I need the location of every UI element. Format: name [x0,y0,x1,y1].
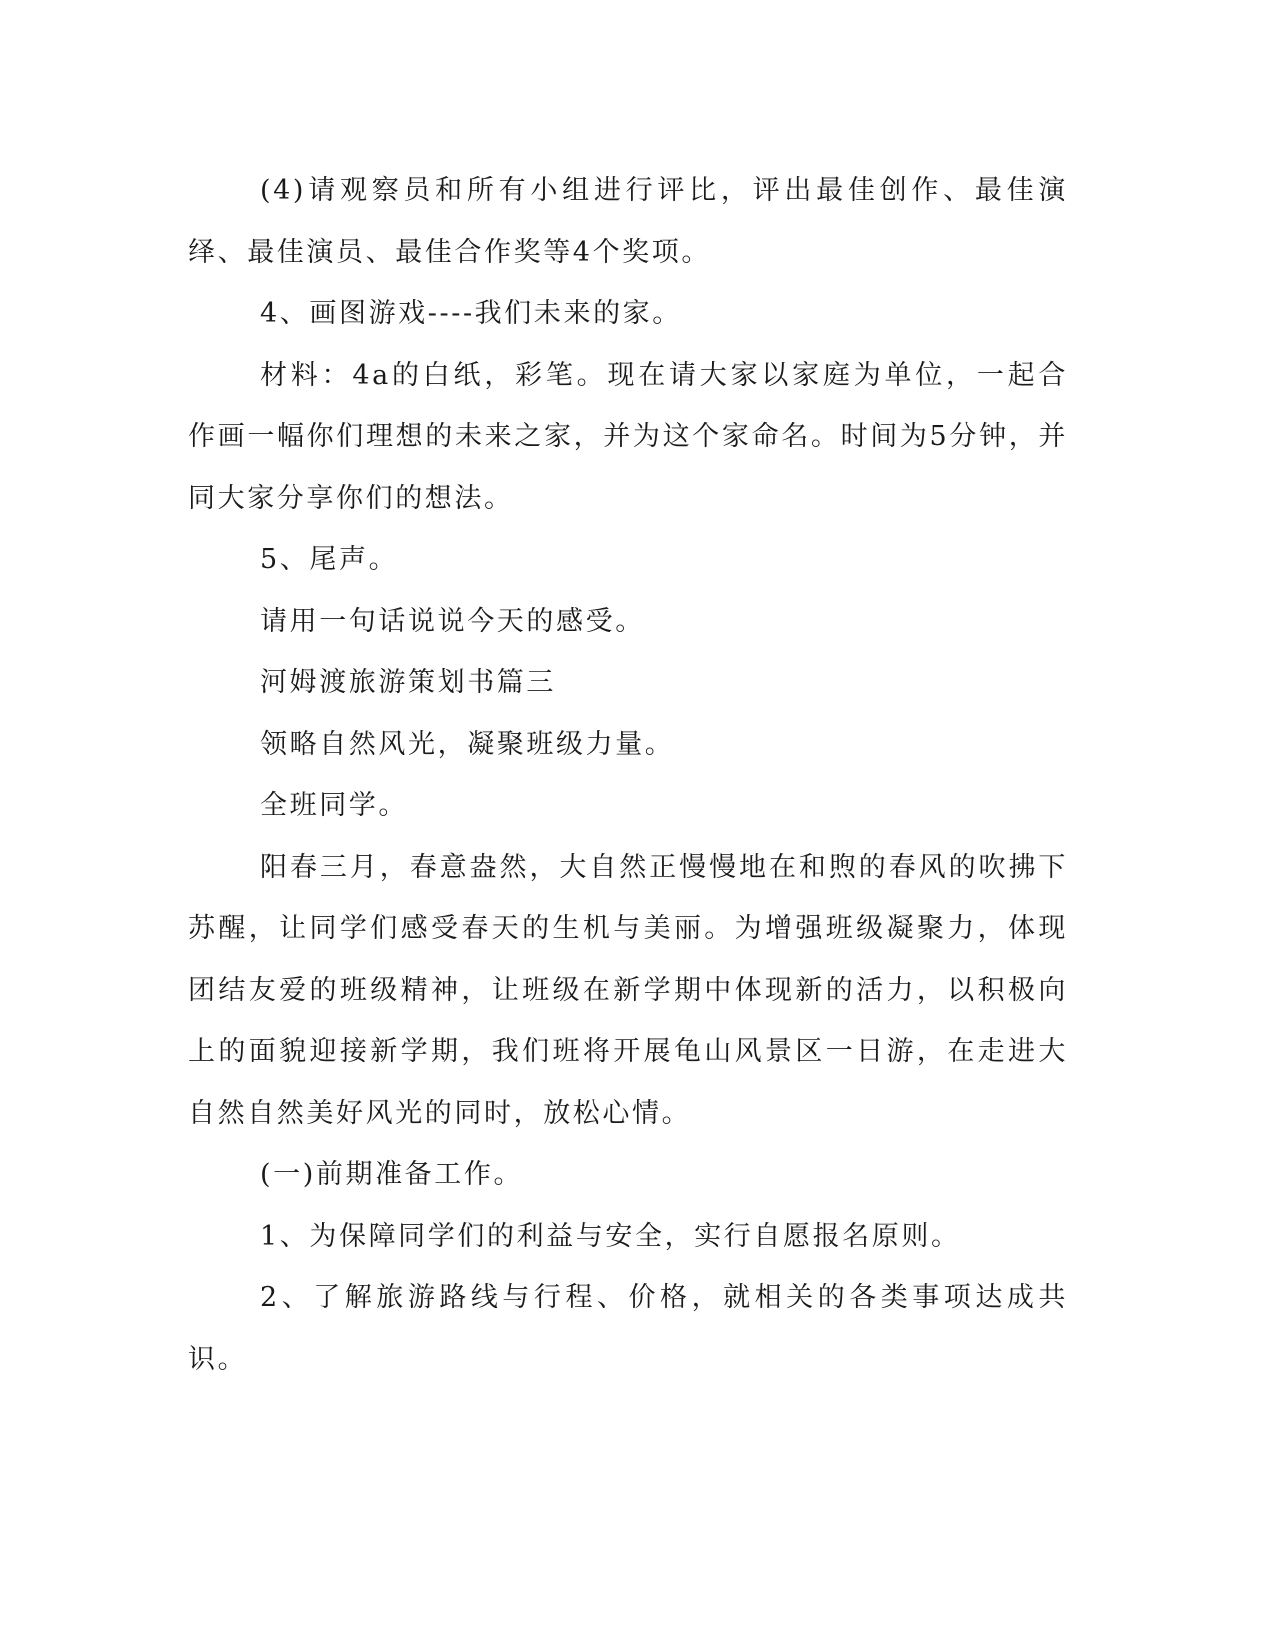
document-body [188,160,1068,1390]
paragraph-materials: 材料：4a的白纸，彩笔。现在请大家以家庭为单位，一起合作画一幅你们理想的未来之家，并为这个家命名。时间为5分钟，并同大家分享你们的想法。 [188,359,1068,514]
section-title: 河姆渡旅游策划书篇三 [260,667,556,698]
paragraph-background: 阳春三月，春意盎然，大自然正慢慢地在和煦的春风的吹拂下苏醒，让同学们感受春天的生机与美丽。为增强班级凝聚力，体现团结友爱的班级精神，让班级在新学期中体现新的活力，以积极向上的面貌迎接新学期，我们班将开展龟山风景区一日游，在走进大自然自然美好风光的同时，放松心情。 [188,851,1068,1129]
paragraph-preparation-item-1: 1、为保障同学们的利益与安全，实行自愿报名原则。 [260,1220,961,1252]
paragraph-participants: 全班同学。 [260,790,408,821]
paragraph-theme: 领略自然风光，凝聚班级力量。 [260,728,675,760]
paragraph-ending: 5、尾声。 [260,544,399,575]
paragraph-preparation-item-2: 2、了解旅游路线与行程、价格，就相关的各类事项达成共识。 [188,1282,1068,1375]
paragraph-awards: (4)请观察员和所有小组进行评比，评出最佳创作、最佳演绎、最佳演员、最佳合作奖等4个奖项。 [188,175,1068,268]
paragraph-drawing-game: 4、画图游戏----我们未来的家。 [260,298,682,329]
paragraph-feeling: 请用一句话说说今天的感受。 [260,605,645,637]
paragraph-preparation-heading: (一)前期准备工作。 [260,1159,524,1190]
